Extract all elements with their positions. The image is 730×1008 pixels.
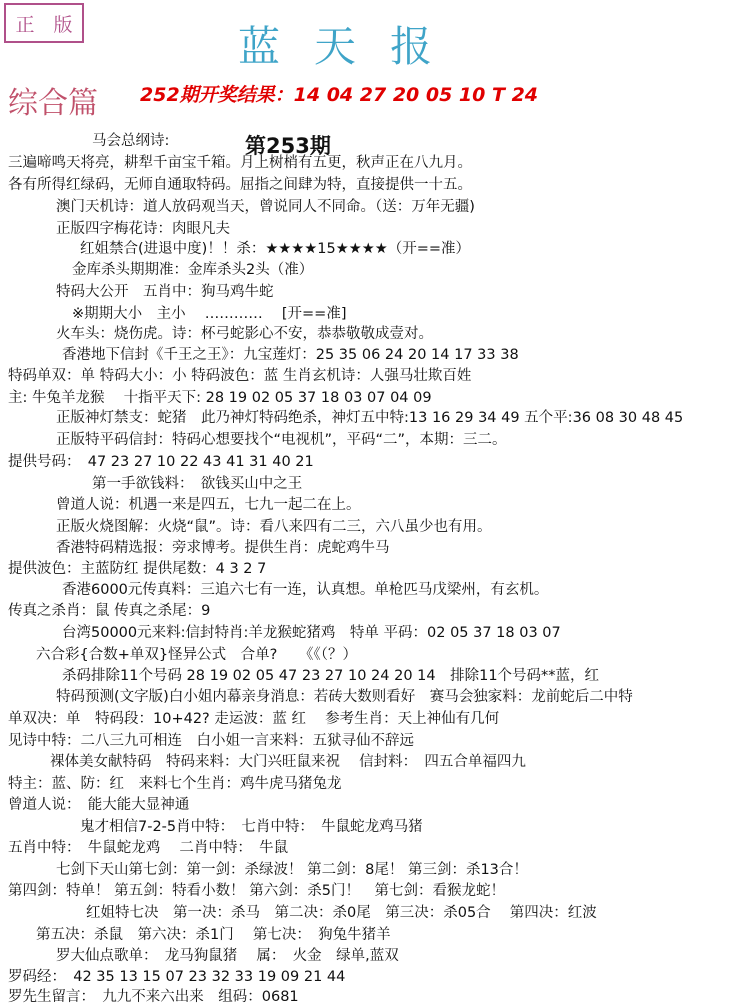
content-line: 香港特码精选报：旁求博考。提供生肖：虎蛇鸡牛马 [56,540,390,556]
content-line: 特码大公开 五肖中：狗马鸡牛蛇 [56,284,274,300]
content-line: 裸体美女献特码 特码来料：大门兴旺鼠来祝 信封料： 四五合单福四九 [50,754,526,770]
issue-number: 第253期 [245,134,331,158]
content-line: 红姐禁合(进退中度)！！杀：★★★★15★★★★（开==准） [80,241,471,257]
content-line: 曾道人说： 能大能大显神通 [8,797,190,813]
content-line: 金库杀头期期准：金库杀头2头（准） [72,262,314,278]
content-line: 特主：蓝、防：红 来料七个生肖：鸡牛虎马猪兔龙 [8,776,342,792]
content-line: 三遍啼鸣天将亮，耕犁千亩宝千箱。月上树梢有五更，秋声正在八九月。 [8,155,472,171]
content-line: 罗先生留言： 九九不来六出来 组码：0681 [8,989,299,1005]
content-line: 第四剑：特单！ 第五剑：特看小数！ 第六剑：杀5门！ 第七剑：看猴龙蛇！ [8,883,505,899]
content-line: 红姐特七决 第一决：杀马 第二决：杀0尾 第三决：杀05合 第四决：红波 [86,905,597,921]
masthead-title: 蓝天报 [238,22,467,71]
content-line: 罗码经： 42 35 13 15 07 23 32 33 19 09 21 44 [8,969,346,985]
content-line: 提供波色：主蓝防红 提供尾数：4 3 2 7 [8,561,267,577]
content-line: 马会总纲诗: [92,133,170,149]
content-line: 香港6000元传真料：三追六七有一连，认真想。单枪匹马戊梁州，有玄机。 [62,582,549,598]
content-line: 各有所得红绿码，无师自通取特码。屈指之间肆为特，直接提供一十五。 [8,177,472,193]
content-line: 香港地下信封《千王之王》：九宝莲灯：25 35 06 24 20 14 17 33 38 [62,347,519,363]
content-line: 正版四字梅花诗：肉眼凡夫 [56,221,230,237]
content-line: 传真之杀肖：鼠 传真之杀尾：9 [8,603,211,619]
content-line: 正版特平码信封：特码心想要找个“电视机”，平码“二”，本期：三二。 [56,432,507,448]
content-line: 主: 牛兔羊龙猴 十指平天下: 28 19 02 05 37 18 03 07 04 09 [8,390,432,406]
content-line: 五肖中特： 牛鼠蛇龙鸡 二肖中特： 牛鼠 [8,840,289,856]
content-line: 鬼才相信7-2-5肖中特： 七肖中特： 牛鼠蛇龙鸡马猪 [80,819,423,835]
content-line: 第一手欲钱料： 欲钱买山中之王 [92,476,303,492]
previous-result: 252期开奖结果：14 04 27 20 05 10 T 24 [140,84,539,106]
authentic-stamp [4,3,84,43]
content-line: 澳门天机诗：道人放码观当天，曾说同人不同命。（送：万年无疆) [56,199,475,215]
content-line: 火车头：烧伤虎。诗：杯弓蛇影心不安，恭恭敬敬成壹对。 [56,326,433,342]
content-line: 特码预测(文字版)白小姐内幕亲身消息：若砖大数则看好 赛马会独家料：龙前蛇后二中特 [56,689,633,705]
content-line: 正版神灯禁支：蛇猪 此乃神灯特码绝杀，神灯五中特:13 16 29 34 49 五个平:36 08 30 48 45 [56,410,684,426]
content-line: 单双决：单 特码段：10+42? 走运波：蓝 红 参考生肖：天上神仙有几何 [8,711,500,727]
content-line: ※期期大小 主小 ………… [开==准] [72,306,347,322]
content-line: 杀码排除11个号码 28 19 02 05 47 23 27 10 24 20 14 排除11个号码**蓝，红 [62,668,600,684]
stamp-char-2: 版 [53,13,73,36]
stamp-char-1: 正 [15,13,35,36]
content-line: 六合彩{合数+单双}怪异公式 合单? 《《（？） [36,647,358,663]
content-line: 第五决：杀鼠 第六决：杀1门 第七决： 狗兔牛猪羊 [36,927,391,943]
content-line: 台湾50000元来料:信封特肖:羊龙猴蛇猪鸡 特单 平码：02 05 37 18 03 07 [62,625,561,641]
content-line: 罗大仙点歌单： 龙马狗鼠猪 属： 火金 绿单,蓝双 [56,948,399,964]
content-line: 七剑下天山第七剑：第一剑：杀绿波！ 第二剑：8尾！ 第三剑：杀13合！ [56,862,528,878]
content-line: 曾道人说：机遇一来是四五，七九一起二在上。 [56,497,361,513]
section-title: 综合篇 [8,86,98,121]
content-line: 提供号码： 47 23 27 10 22 43 41 31 40 21 [8,454,314,470]
content-line: 特码单双：单 特码大小：小 特码波色：蓝 生肖玄机诗：人强马壮欺百姓 [8,368,472,384]
content-line: 正版火烧图解：火烧“鼠”。诗：看八来四有二三，六八虽少也有用。 [56,519,492,535]
content-line: 见诗中特：二八三九可相连 白小姐一言来料：五狱寻仙不辞远 [8,733,414,749]
